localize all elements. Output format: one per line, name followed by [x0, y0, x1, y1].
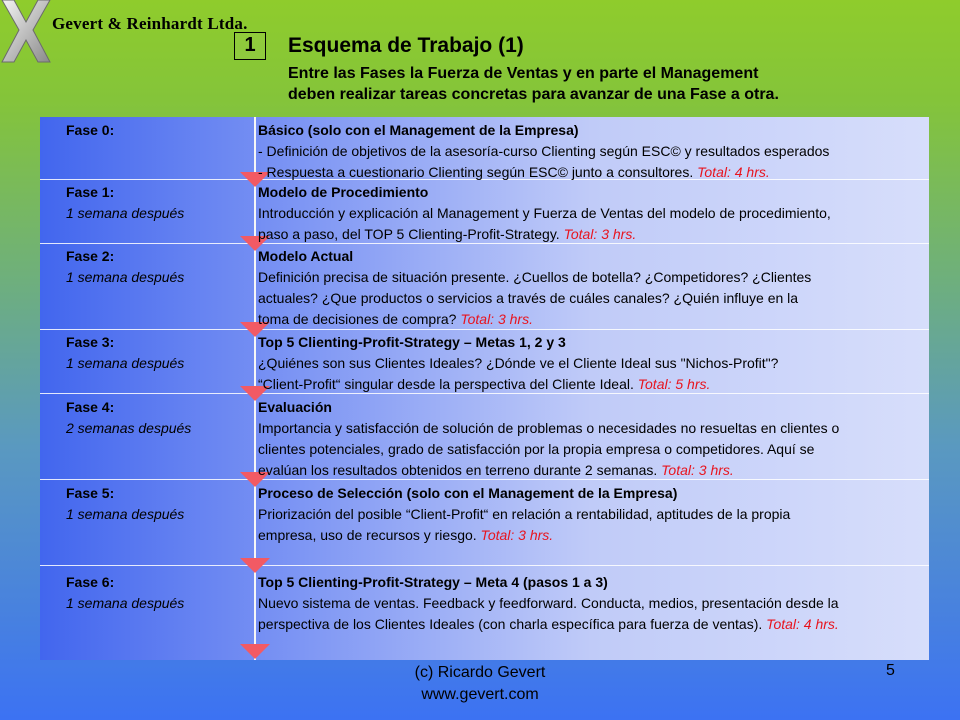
copyright-text: (c) Ricardo Gevert — [414, 664, 546, 681]
phase-3-content — [258, 332, 928, 395]
phase-text-line — [258, 224, 928, 245]
phase-text: perspectiva de los Clientes Ideales (con charla específica para fuerza de ventas). — [258, 616, 767, 632]
phase-text-line — [258, 614, 928, 635]
phase-title: Top 5 Clienting-Profit-Strategy – Meta 4 (pasos 1 a 3) — [258, 574, 608, 590]
phase-2-content — [258, 246, 928, 330]
phase-title: Evaluación — [258, 399, 332, 415]
phase-text: Nuevo sistema de ventas. Feedback y feedforward. Conducta, medios, presentación desde la — [258, 595, 839, 611]
phase-4-label — [66, 397, 191, 439]
phase-name: Fase 2: — [66, 248, 115, 264]
phase-text-line — [258, 353, 928, 374]
phase-total: Total: 3 hrs. — [480, 527, 554, 543]
phase-text: clientes potenciales, grado de satisfacción por la propia empresa o competidores. Aquí se — [258, 441, 815, 457]
phase-timing: 1 semana después — [66, 595, 185, 611]
footer-credit — [380, 662, 580, 706]
phase-title: Modelo Actual — [258, 248, 354, 264]
phase-text: toma de decisiones de compra? — [258, 311, 461, 327]
subtitle-line: Entre las Fases la Fuerza de Ventas y en parte el Management — [288, 65, 759, 82]
subtitle-line: deben realizar tareas concretas para avanzar de una Fase a otra. — [288, 86, 779, 103]
phase-total: Total: 3 hrs. — [563, 226, 637, 242]
phase-0-label — [66, 120, 114, 141]
phase-name: Fase 4: — [66, 399, 115, 415]
phase-timing: 1 semana después — [66, 269, 185, 285]
phase-0-content — [258, 120, 928, 183]
phase-text: Definición precisa de situación presente. ¿Cuellos de botella? ¿Competidores? ¿Clientes — [258, 269, 812, 285]
phase-timing: 1 semana después — [66, 506, 185, 522]
phase-text-line — [258, 374, 928, 395]
phase-name: Fase 6: — [66, 574, 115, 590]
phase-name: Fase 1: — [66, 184, 115, 200]
phase-1-content — [258, 182, 928, 245]
phase-total: Total: 4 hrs. — [766, 616, 839, 632]
phase-text-line — [258, 504, 928, 525]
phase-text: Priorización del posible “Client-Profit“ en relación a rentabilidad, aptitudes de la propia — [258, 506, 791, 522]
phase-title: Modelo de Procedimiento — [258, 184, 429, 200]
phase-text-line — [258, 460, 928, 481]
phase-text: evalúan los resultados obtenidos en terreno durante 2 semanas. — [258, 462, 662, 478]
phase-5-label — [66, 483, 184, 525]
phase-title: Proceso de Selección (solo con el Management de la Empresa) — [258, 485, 678, 501]
phase-text: actuales? ¿Que productos o servicios a través de cuáles canales? ¿Quién influye en la — [258, 290, 799, 306]
phase-text-line — [258, 162, 928, 183]
phase-timing: 1 semana después — [66, 205, 185, 221]
page-number: 5 — [886, 662, 895, 679]
phase-divider — [40, 565, 929, 566]
phase-name: Fase 3: — [66, 334, 115, 350]
phase-text-line — [258, 418, 928, 439]
page-subtitle — [288, 63, 928, 105]
down-arrow-icon — [240, 644, 270, 659]
page-title: Esquema de Trabajo (1) — [288, 34, 524, 57]
phase-text: empresa, uso de recursos y riesgo. — [258, 527, 481, 543]
phase-text-line — [258, 309, 928, 330]
company-name: Gevert & Reinhardt Ltda. — [52, 14, 248, 33]
phase-1-label — [66, 182, 184, 224]
phase-5-content — [258, 483, 928, 546]
phase-4-content — [258, 397, 928, 481]
phase-timing: 2 semanas después — [66, 420, 192, 436]
website-text: www.gevert.com — [421, 686, 539, 703]
phase-title: Básico (solo con el Management de la Empresa) — [258, 122, 579, 138]
phase-total: Total: 4 hrs. — [697, 164, 770, 180]
phases-panel — [40, 117, 929, 660]
phase-text: - Definición de objetivos de la asesoría-curso Clienting según ESC© y resultados esperados — [258, 143, 830, 159]
phase-text-line — [258, 288, 928, 309]
phase-text: - Respuesta a cuestionario Clienting según ESC© junto a consultores. — [258, 164, 698, 180]
phase-text: Introducción y explicación al Management y Fuerza de Ventas del modelo de procedimiento, — [258, 205, 831, 221]
phase-name: Fase 5: — [66, 485, 115, 501]
phase-total: Total: 3 hrs. — [661, 462, 734, 478]
phase-timing: 1 semana después — [66, 355, 185, 371]
phase-total: Total: 5 hrs. — [637, 376, 711, 392]
phase-total: Total: 3 hrs. — [460, 311, 533, 327]
phase-text-line — [258, 593, 928, 614]
phase-text: ¿Quiénes son sus Clientes Ideales? ¿Dónde ve el Cliente Ideal sus "Nichos-Profit"? — [258, 355, 779, 371]
phase-text-line — [258, 525, 928, 546]
phase-name: Fase 0: — [66, 122, 115, 138]
phase-text-line — [258, 439, 928, 460]
phase-text: Importancia y satisfacción de solución de problemas o necesidades no resueltas en clientes o — [258, 420, 840, 436]
phase-title: Top 5 Clienting-Profit-Strategy – Metas 1, 2 y 3 — [258, 334, 566, 350]
phase-text-line — [258, 267, 928, 288]
down-arrow-icon — [240, 558, 270, 573]
phase-text: “Client-Profit“ singular desde la perspectiva del Cliente Ideal. — [258, 376, 638, 392]
phase-text: paso a paso, del TOP 5 Clienting-Profit-Strategy. — [258, 226, 564, 242]
slide-number-box: 1 — [234, 32, 266, 60]
phase-text-line — [258, 203, 928, 224]
phase-3-label — [66, 332, 184, 374]
phase-6-content — [258, 572, 928, 635]
phase-2-label — [66, 246, 184, 288]
phase-text-line — [258, 141, 928, 162]
company-logo-icon — [0, 0, 52, 64]
phase-6-label — [66, 572, 184, 614]
